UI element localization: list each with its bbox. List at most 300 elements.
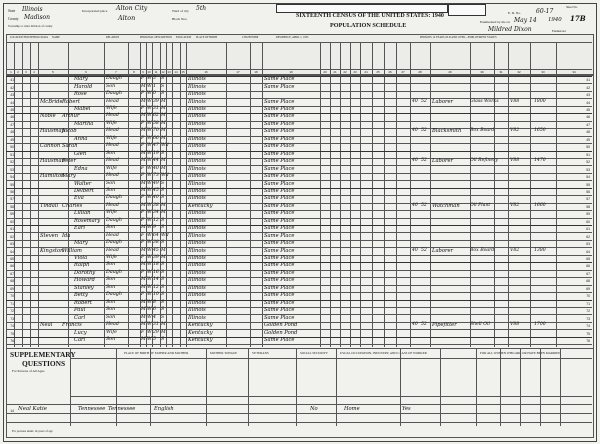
age: 64 <box>153 232 159 238</box>
age: 19 <box>153 150 159 156</box>
marital-status: S <box>161 217 165 223</box>
line-number: 62 <box>10 234 14 239</box>
row-rule <box>6 300 592 301</box>
relation: Head <box>106 128 119 134</box>
column-number: 22 <box>343 70 347 74</box>
given-name: Walter <box>74 180 92 187</box>
supp-entry-ss: No <box>310 406 318 412</box>
marital-status: S <box>161 91 165 97</box>
given-name: Rose <box>74 91 87 98</box>
sex: M <box>141 284 146 290</box>
relation: Son <box>106 180 116 186</box>
supplementary-section <box>6 348 594 438</box>
enumerated-date: May 14 <box>514 17 537 24</box>
race: W <box>147 292 152 298</box>
given-name: Rosemary <box>74 217 101 224</box>
birthplace: Illinois <box>188 210 206 217</box>
residence-1935: Same Place <box>264 202 295 209</box>
birthplace: Kentucky <box>188 322 213 329</box>
race: W <box>147 322 152 328</box>
income: 1470 <box>534 158 546 164</box>
race: W <box>147 173 152 179</box>
age: 18 <box>153 262 159 268</box>
column-number: 1 <box>10 70 12 74</box>
residence-1935: Same Place <box>264 165 295 172</box>
supp-entry-father: Tennessee <box>78 406 106 412</box>
row-rule <box>6 151 592 152</box>
birthplace: Illinois <box>188 158 206 165</box>
race: W <box>147 225 152 231</box>
surname: Cannon <box>40 143 61 150</box>
state-value: Illinois <box>22 6 43 13</box>
line-number-right: 51 <box>586 152 590 157</box>
sex: F <box>141 106 145 111</box>
marital-status: S <box>161 336 165 342</box>
relation: Son <box>106 314 116 320</box>
birthplace: Illinois <box>188 307 206 314</box>
race: W <box>147 187 152 193</box>
surname: Noble <box>40 113 56 120</box>
relation: Wife <box>106 120 117 126</box>
line-number: 76 <box>10 338 14 343</box>
sex: F <box>141 76 145 82</box>
relation: Daugh <box>106 240 122 246</box>
row-rule <box>6 136 592 137</box>
race: W <box>147 284 152 290</box>
column-number: 4 <box>33 70 35 74</box>
marital-status: Wd <box>161 232 169 238</box>
occupation-code: V82 <box>510 247 520 253</box>
marital-status: M <box>161 322 166 328</box>
column-number: 28 <box>418 70 422 74</box>
weeks-worked: 52 <box>421 247 427 253</box>
column-number: 31 <box>499 70 503 74</box>
sex: F <box>141 269 145 275</box>
marital-status: M <box>161 165 166 171</box>
row-rule <box>6 143 592 144</box>
residence-1935: Same Place <box>264 120 295 127</box>
age: 40 <box>153 195 159 201</box>
birthplace: Illinois <box>188 120 206 127</box>
line-number: 68 <box>10 279 14 284</box>
row-rule <box>6 106 592 107</box>
sex: M <box>141 225 146 231</box>
birthplace: Illinois <box>188 150 206 157</box>
marital-status: S <box>161 314 165 320</box>
column-number: 2 <box>17 70 19 74</box>
age: 38 <box>153 202 159 208</box>
line-number-right: 73 <box>586 316 590 321</box>
relation: Son <box>106 307 116 313</box>
given-name: Mary <box>74 240 88 247</box>
industry: Oil Plant <box>470 202 491 208</box>
occupation: Laborer <box>432 98 454 105</box>
weeks-worked: 52 <box>421 202 427 208</box>
race: W <box>147 314 152 320</box>
line-number: 55 <box>10 182 14 187</box>
row-rule <box>6 240 592 241</box>
marital-status: S <box>161 269 165 275</box>
supp-entry-class: Yes <box>402 406 411 412</box>
line-number-right: 52 <box>586 160 590 165</box>
line-number: 65 <box>10 257 14 261</box>
line-number-right: 59 <box>586 212 590 217</box>
line-number: 42 <box>10 85 14 90</box>
race: W <box>147 247 152 253</box>
supp-group-women: FOR ALL WOMEN WHO ARE OR HAVE BEEN MARRIED <box>480 351 561 355</box>
line-number-right: 66 <box>586 264 590 269</box>
line-number-right: 46 <box>586 115 590 120</box>
marital-status: S <box>161 299 165 305</box>
race: W <box>147 83 152 89</box>
marital-status: S <box>161 284 165 290</box>
marital-status: S <box>161 262 165 268</box>
marital-status: Wd <box>161 143 169 149</box>
residence-1935: Same Place <box>264 187 295 194</box>
line-number: 46 <box>10 115 14 120</box>
residence-1935: Same Place <box>264 76 295 83</box>
relation: Son <box>106 225 116 231</box>
race: W <box>147 336 152 342</box>
residence-1935: Same Place <box>264 173 295 180</box>
row-rule <box>6 329 592 330</box>
column-number: 34 <box>572 70 576 74</box>
age: 47 <box>153 143 159 149</box>
marital-status: S <box>161 307 165 313</box>
birthplace: Illinois <box>188 284 206 291</box>
header-divider <box>6 42 592 43</box>
column-group-label: CITIZENSHIP <box>242 36 259 39</box>
birthplace: Illinois <box>188 76 206 83</box>
occupation: Watchman <box>432 202 460 209</box>
supp-entry-mother: Tennessee <box>108 406 136 412</box>
sex: M <box>141 202 146 208</box>
relation: Head <box>106 232 119 238</box>
incorporated-place-label: Incorporated place <box>82 9 108 13</box>
residence-1935: Same Place <box>264 336 295 343</box>
residence-1935: Same Place <box>264 269 295 276</box>
column-number: 5 <box>52 70 54 74</box>
line-number-right: 56 <box>586 189 590 194</box>
relation: Son <box>106 284 116 290</box>
race: W <box>147 98 152 104</box>
birthplace: Illinois <box>188 232 206 239</box>
line-number: 48 <box>10 130 14 135</box>
residence-1935: Same Place <box>264 135 295 142</box>
age: 49 <box>153 180 159 186</box>
residence-1935: Same Place <box>264 150 295 157</box>
ward-value: 5th <box>196 5 207 12</box>
birthplace: Illinois <box>188 217 206 224</box>
sex: M <box>141 98 146 104</box>
enumerator-label: Enumerator <box>552 29 567 33</box>
supp-column-rule <box>520 348 521 426</box>
race: W <box>147 106 152 111</box>
sex: F <box>141 143 145 149</box>
hours-worked: 40 <box>412 158 418 164</box>
column-number: 19 <box>289 70 293 74</box>
relation: Wife <box>106 135 117 141</box>
age: 1 <box>153 83 156 89</box>
birthplace: Illinois <box>188 195 206 202</box>
line-number: 63 <box>10 242 14 247</box>
age: 12 <box>153 217 159 223</box>
age: 10 <box>153 292 159 298</box>
column-number: 21 <box>333 70 337 74</box>
column-number: 27 <box>401 70 405 74</box>
line-number-right: 41 <box>586 78 590 83</box>
race: W <box>147 217 152 223</box>
given-name: Carl <box>74 336 86 343</box>
weeks-worked: 52 <box>421 98 427 104</box>
weeks-worked: 52 <box>421 158 427 164</box>
age: 58 <box>153 120 159 126</box>
line-number-right: 58 <box>586 204 590 209</box>
residence-1935: Same Place <box>264 158 295 165</box>
industry: Oil Refinery <box>470 158 498 164</box>
age: 3 <box>153 76 156 82</box>
surname: Tindall <box>40 202 59 209</box>
relation: Wife <box>106 210 117 216</box>
supplementary-subtitle: QUESTIONS <box>22 359 66 368</box>
given-name: Edna <box>74 165 88 172</box>
supp-row-rule <box>6 422 592 423</box>
marital-status: M <box>161 202 166 208</box>
supp-entry-occupation: Home <box>344 406 360 412</box>
residence-1935: Same Place <box>264 262 295 269</box>
income: 1380 <box>534 247 546 253</box>
supp-column-rule <box>336 348 337 426</box>
race: W <box>147 202 152 208</box>
column-number: 9 <box>142 70 144 74</box>
column-number: 15 <box>181 70 185 74</box>
birthplace: Kentucky <box>188 336 213 343</box>
weeks-worked: 52 <box>421 322 427 328</box>
ed-value: 60-17 <box>536 8 554 15</box>
race: W <box>147 329 152 335</box>
sex: F <box>141 210 145 216</box>
sex: F <box>141 195 145 201</box>
surname: Hausman <box>40 128 65 135</box>
industry: Box Board <box>470 247 495 253</box>
residence-1935: Same Place <box>264 255 295 261</box>
supp-column-rule <box>540 348 541 426</box>
given-name: Francis <box>62 322 82 329</box>
row-rule <box>6 322 592 323</box>
line-number: 57 <box>10 197 14 202</box>
sex: M <box>141 128 146 134</box>
row-rule <box>6 165 592 166</box>
given-name: Glen <box>74 150 87 157</box>
relation: Head <box>106 113 119 119</box>
sex: M <box>141 83 146 89</box>
age: 73 <box>153 173 159 179</box>
line-number: 60 <box>10 219 14 224</box>
industry: Box Board <box>470 128 495 134</box>
marital-status: S <box>161 150 165 156</box>
occupation: Blacksmith <box>432 128 462 135</box>
incorporated-place-value: Alton City <box>116 5 148 12</box>
birthplace: Illinois <box>188 135 206 142</box>
row-rule <box>6 76 592 77</box>
line-number: 43 <box>10 93 14 98</box>
row-rule <box>6 262 592 263</box>
line-number-right: 75 <box>586 331 590 336</box>
relation: Daugh <box>106 91 122 97</box>
marital-status: M <box>161 255 166 260</box>
birthplace: Illinois <box>188 187 206 194</box>
birthplace: Illinois <box>188 106 206 112</box>
residence-1935: Same Place <box>264 299 295 306</box>
enumerated-label: Enumerated by me on <box>480 20 510 24</box>
line-number-right: 60 <box>586 219 590 224</box>
birthplace: Illinois <box>188 143 206 150</box>
occupation: Laborer <box>432 158 454 165</box>
schedule-title: POPULATION SCHEDULE <box>330 22 407 29</box>
given-name: Arthur <box>62 113 80 120</box>
sheet-label: Sheet No. <box>566 5 578 9</box>
township-label: Township or other division of county <box>8 24 53 28</box>
given-name: Robert <box>62 98 80 105</box>
sex: F <box>141 255 145 260</box>
age: 44 <box>153 158 159 164</box>
line-number-right: 70 <box>586 294 590 299</box>
sex: M <box>141 277 146 283</box>
column-group-label: LOCATION <box>10 36 24 39</box>
race: W <box>147 158 152 164</box>
income: 1660 <box>534 202 546 208</box>
given-name: Betty <box>74 292 88 299</box>
sex: M <box>141 158 146 164</box>
relation: Son <box>106 299 116 305</box>
column-number: 18 <box>254 70 258 74</box>
line-number-right: 57 <box>586 197 590 202</box>
line-selection-box <box>448 4 486 16</box>
line-number-right: 44 <box>586 100 590 105</box>
hours-worked: 40 <box>412 322 418 328</box>
county-value: Madison <box>24 14 51 21</box>
line-number-right: 69 <box>586 286 590 291</box>
surname: Hausman <box>40 158 65 165</box>
given-name: Eva <box>74 195 84 202</box>
sex: M <box>141 322 146 328</box>
given-name: Anna <box>74 135 88 142</box>
line-number: 66 <box>10 264 14 269</box>
sex: F <box>141 329 145 335</box>
line-number-right: 74 <box>586 324 590 329</box>
given-name: Charles <box>62 202 83 209</box>
age: 40 <box>153 165 159 171</box>
sex: M <box>141 180 146 186</box>
income: 1650 <box>534 128 546 134</box>
surname: Neal <box>40 322 53 329</box>
relation: Daugh <box>106 269 122 275</box>
residence-1935: Same Place <box>264 143 295 150</box>
column-group-label: PLACE OF BIRTH <box>196 36 218 39</box>
relation: Son <box>106 187 116 193</box>
column-group-label: HOUSEHOLD DATA <box>24 36 49 39</box>
marital-status: S <box>161 83 165 89</box>
line-number-right: 49 <box>586 137 590 142</box>
relation: Head <box>106 202 119 208</box>
race: W <box>147 120 152 126</box>
race: W <box>147 277 152 283</box>
race: W <box>147 76 152 82</box>
sex: M <box>141 262 146 268</box>
line-number: 64 <box>10 249 14 254</box>
line-number-right: 61 <box>586 227 590 232</box>
supp-header-rule <box>70 358 592 359</box>
line-number-right: 62 <box>586 234 590 239</box>
relation: Son <box>106 262 116 268</box>
row-rule <box>6 195 592 196</box>
marital-status: M <box>161 98 166 104</box>
state-label: State <box>8 9 16 13</box>
relation: Son <box>106 277 116 283</box>
ed-label: E. D. No. <box>508 11 521 15</box>
race: W <box>147 269 152 275</box>
column-group-label: EDUCATION <box>176 36 192 39</box>
hours-worked: 40 <box>412 202 418 208</box>
residence-1935: Same Place <box>264 240 295 247</box>
marital-status: S <box>161 187 165 193</box>
birthplace: Illinois <box>188 113 206 120</box>
given-name: Howard <box>74 277 95 284</box>
sex: M <box>141 314 146 320</box>
birthplace: Illinois <box>188 314 206 321</box>
supp-header-rule <box>70 396 592 397</box>
given-name: Sarah <box>62 143 78 150</box>
row-rule <box>6 292 592 293</box>
supp-column-rule <box>296 348 297 426</box>
column-group-label: PERSONAL DESCRIPTION <box>140 36 172 39</box>
column-number: 10 <box>147 70 151 74</box>
residence-1935: Golden Pond <box>264 322 298 329</box>
column-number: 3 <box>25 70 27 74</box>
residence-1935: Same Place <box>264 314 295 321</box>
given-name: Carl <box>74 314 86 321</box>
line-number: 72 <box>10 309 14 314</box>
residence-1935: Same Place <box>264 232 295 239</box>
given-name: Lucy <box>74 329 87 336</box>
birthplace: Illinois <box>188 277 206 284</box>
column-number: 13 <box>167 70 171 74</box>
marital-status: M <box>161 113 166 119</box>
line-number-right: 67 <box>586 271 590 276</box>
sex: F <box>141 135 145 141</box>
marital-status: S <box>161 195 165 201</box>
column-number: 14 <box>174 70 178 74</box>
residence-1935: Same Place <box>264 307 295 314</box>
sex: M <box>141 150 146 156</box>
occupation-code: V88 <box>510 322 520 328</box>
line-number: 58 <box>10 204 14 209</box>
age: 12 <box>153 284 159 290</box>
column-number: 20 <box>323 70 327 74</box>
weeks-worked: 52 <box>421 128 427 134</box>
marital-status: M <box>161 106 166 111</box>
marital-status: M <box>161 120 166 126</box>
sex: M <box>141 247 146 253</box>
surname: Steven <box>40 232 59 239</box>
industry: Shell Oil <box>470 322 490 328</box>
column-number: 25 <box>376 70 380 74</box>
birthplace: Kentucky <box>188 202 213 209</box>
birthplace: Illinois <box>188 225 206 232</box>
row-rule <box>6 210 592 211</box>
birthplace: Illinois <box>188 269 206 276</box>
race: W <box>147 135 152 141</box>
